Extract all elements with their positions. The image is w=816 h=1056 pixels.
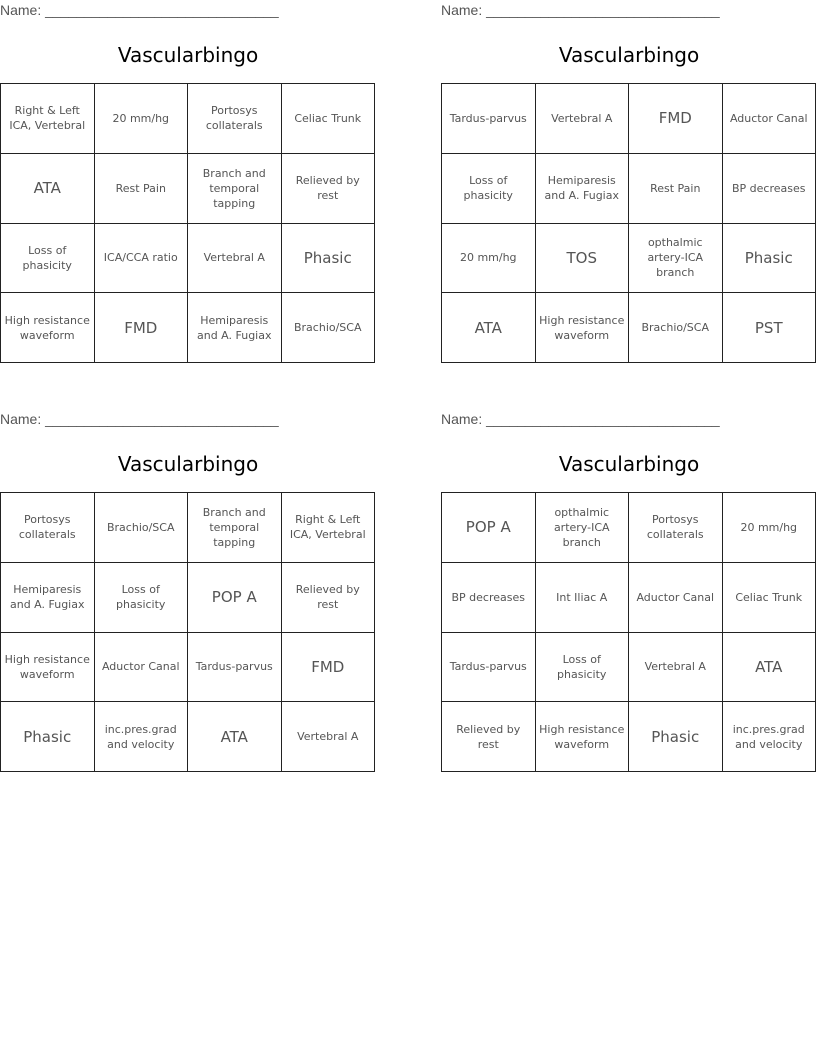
bingo-cell: Relieved by rest <box>282 563 376 633</box>
bingo-cell: ATA <box>442 293 536 363</box>
bingo-cell: Loss of phasicity <box>1 224 95 294</box>
bingo-cell: Celiac Trunk <box>282 84 376 154</box>
bingo-grid <box>0 492 375 772</box>
bingo-cell: Brachio/SCA <box>282 293 376 363</box>
bingo-card-1 <box>0 0 376 370</box>
bingo-cell: BP decreases <box>442 563 536 633</box>
bingo-cell: Portosys collaterals <box>1 493 95 563</box>
bingo-cell: ICA/CCA ratio <box>95 224 189 294</box>
bingo-cell: Relieved by rest <box>282 154 376 224</box>
bingo-cell: Rest Pain <box>95 154 189 224</box>
bingo-cell: Branch and temporal tapping <box>188 493 282 563</box>
bingo-cell: Int Iliac A <box>536 563 630 633</box>
bingo-cell: Portosys collaterals <box>188 84 282 154</box>
bingo-cell: PST <box>723 293 816 363</box>
bingo-cell: Celiac Trunk <box>723 563 816 633</box>
bingo-cell: Tardus-parvus <box>188 633 282 703</box>
bingo-cell: 20 mm/hg <box>723 493 816 563</box>
bingo-cell: Relieved by rest <box>442 702 536 772</box>
bingo-grid <box>441 83 816 363</box>
bingo-cell: TOS <box>536 224 630 294</box>
bingo-cell: High resistance waveform <box>1 633 95 703</box>
bingo-cell: Right & Left ICA, Vertebral <box>282 493 376 563</box>
bingo-cell: High resistance waveform <box>536 293 630 363</box>
name-field[interactable]: Name: ______________________________ <box>0 411 279 427</box>
bingo-cell: Brachio/SCA <box>629 293 723 363</box>
bingo-cell: ATA <box>1 154 95 224</box>
bingo-cell: Tardus-parvus <box>442 633 536 703</box>
bingo-cell: Aductor Canal <box>95 633 189 703</box>
name-field[interactable]: Name: ______________________________ <box>0 2 279 18</box>
bingo-cell: FMD <box>95 293 189 363</box>
bingo-cell: inc.pres.grad and velocity <box>95 702 189 772</box>
bingo-cell: Phasic <box>629 702 723 772</box>
bingo-cell: Loss of phasicity <box>442 154 536 224</box>
bingo-cell: Rest Pain <box>629 154 723 224</box>
bingo-cell: Phasic <box>282 224 376 294</box>
bingo-cell: FMD <box>282 633 376 703</box>
bingo-cell: Loss of phasicity <box>95 563 189 633</box>
bingo-cell: Vertebral A <box>188 224 282 294</box>
bingo-cell: Aductor Canal <box>629 563 723 633</box>
bingo-cell: Hemiparesis and A. Fugiax <box>188 293 282 363</box>
bingo-grid <box>441 492 816 772</box>
bingo-cell: 20 mm/hg <box>95 84 189 154</box>
bingo-card-4 <box>441 409 816 779</box>
bingo-card-2 <box>441 0 816 370</box>
card-title: Vascularbingo <box>117 43 259 67</box>
bingo-cell: BP decreases <box>723 154 816 224</box>
bingo-cell: Portosys collaterals <box>629 493 723 563</box>
bingo-cell: High resistance waveform <box>1 293 95 363</box>
bingo-cell: opthalmic artery-ICA branch <box>629 224 723 294</box>
bingo-cell: Phasic <box>1 702 95 772</box>
bingo-cell: Hemiparesis and A. Fugiax <box>536 154 630 224</box>
card-title: Vascularbingo <box>117 452 259 476</box>
bingo-cell: inc.pres.grad and velocity <box>723 702 816 772</box>
bingo-cell: POP A <box>188 563 282 633</box>
bingo-cell: Brachio/SCA <box>95 493 189 563</box>
bingo-cell: Loss of phasicity <box>536 633 630 703</box>
bingo-cell: Hemiparesis and A. Fugiax <box>1 563 95 633</box>
bingo-cell: opthalmic artery-ICA branch <box>536 493 630 563</box>
bingo-cell: ATA <box>723 633 816 703</box>
bingo-cell: FMD <box>629 84 723 154</box>
bingo-cell: POP A <box>442 493 536 563</box>
card-title: Vascularbingo <box>558 43 700 67</box>
bingo-cell: Branch and temporal tapping <box>188 154 282 224</box>
bingo-cell: Phasic <box>723 224 816 294</box>
bingo-card-3 <box>0 409 376 779</box>
bingo-cell: Tardus-parvus <box>442 84 536 154</box>
card-title: Vascularbingo <box>558 452 700 476</box>
bingo-cell: Vertebral A <box>282 702 376 772</box>
bingo-cell: Right & Left ICA, Vertebral <box>1 84 95 154</box>
name-field[interactable]: Name: ______________________________ <box>441 411 720 427</box>
bingo-cell: Aductor Canal <box>723 84 816 154</box>
bingo-cell: Vertebral A <box>536 84 630 154</box>
bingo-cell: ATA <box>188 702 282 772</box>
bingo-cell: Vertebral A <box>629 633 723 703</box>
bingo-cell: High resistance waveform <box>536 702 630 772</box>
name-field[interactable]: Name: ______________________________ <box>441 2 720 18</box>
bingo-grid <box>0 83 375 363</box>
bingo-cell: 20 mm/hg <box>442 224 536 294</box>
